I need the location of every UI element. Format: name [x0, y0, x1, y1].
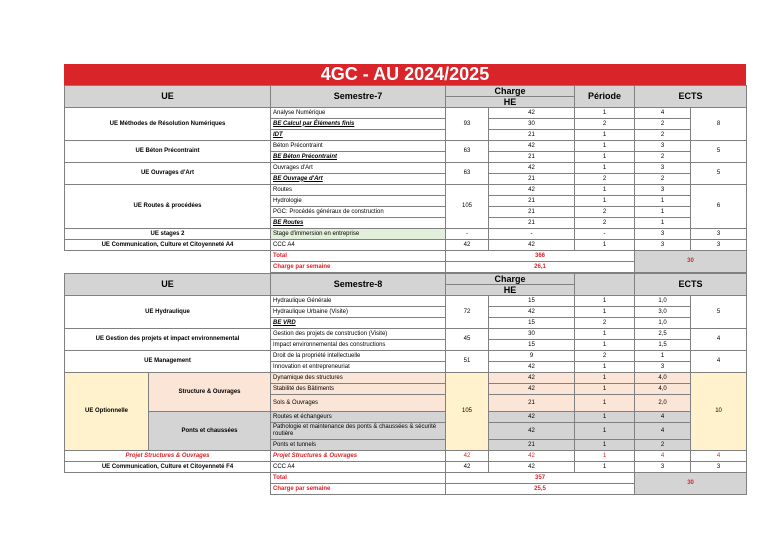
- module-name: Analyse Numérique: [271, 108, 446, 119]
- module-name: Impact environnemental des constructions: [271, 340, 446, 351]
- table-row: [65, 351, 747, 362]
- module-name: Droit de la propriété intellectuelle: [271, 351, 446, 362]
- module-ects: 3: [635, 185, 691, 196]
- module-hours: 21: [489, 196, 575, 207]
- module-name: Stabilité des Bâtiments: [271, 384, 446, 395]
- module-name: Sols & Ouvrages: [271, 395, 446, 412]
- s8-h-ue: UE: [65, 274, 271, 296]
- module-name: CCC A4: [271, 462, 446, 473]
- semester-7-table: [64, 85, 747, 273]
- module-name: Gestion des projets de construction (Visite): [271, 329, 446, 340]
- ects-total: 30: [635, 473, 747, 495]
- curriculum-sheet: [64, 64, 746, 495]
- module-period: 1: [575, 462, 635, 473]
- ue-total-hours: 63: [446, 163, 489, 185]
- module-name: Dynamique des structures: [271, 373, 446, 384]
- table-row: [65, 141, 747, 152]
- module-hours: 21: [489, 174, 575, 185]
- ue-ects: 8: [691, 108, 747, 141]
- module-period: 1: [575, 141, 635, 152]
- module-ects: 3: [635, 163, 691, 174]
- module-period: 1: [575, 451, 635, 462]
- module-period: 2: [575, 318, 635, 329]
- module-ects: 2: [635, 440, 691, 451]
- semester-8-table: [64, 273, 747, 495]
- total-value: 366: [446, 251, 635, 262]
- module-name: BE Béton Précontraint: [271, 152, 446, 163]
- module-ects: 2: [635, 130, 691, 141]
- module-name: Hydraulique Générale: [271, 296, 446, 307]
- module-period: -: [575, 229, 635, 240]
- module-name: Pathologie et maintenance des ponts & chaussées & sécurité routière: [271, 423, 446, 440]
- ue-label: UE Communication, Culture et Citoyenneté A4: [65, 240, 271, 251]
- module-period: 2: [575, 351, 635, 362]
- module-name: Hydraulique Urbaine (Visite): [271, 307, 446, 318]
- charge-label: Charge par semaine: [271, 484, 446, 495]
- ue-total-hours: 72: [446, 296, 489, 329]
- ue-total-hours: 42: [446, 462, 489, 473]
- module-hours: 21: [489, 152, 575, 163]
- s8-h-periode-empty: [575, 274, 635, 296]
- module-period: 2: [575, 119, 635, 130]
- module-period: 1: [575, 373, 635, 384]
- ue-ects: 3: [691, 229, 747, 240]
- ue-total-hours: 63: [446, 141, 489, 163]
- s7-h-periode: Période: [575, 86, 635, 108]
- module-hours: 42: [489, 451, 575, 462]
- module-period: 1: [575, 384, 635, 395]
- module-ects: 3: [635, 229, 691, 240]
- module-name: Ponts et tunnels: [271, 440, 446, 451]
- module-ects: 2: [635, 119, 691, 130]
- module-ects: 3: [635, 462, 691, 473]
- s8-header-row: [65, 274, 747, 285]
- module-hours: 15: [489, 318, 575, 329]
- ue-total-hours: 51: [446, 351, 489, 373]
- module-ects: 4: [635, 108, 691, 119]
- module-period: 1: [575, 307, 635, 318]
- ue-label: UE Communication, Culture et Citoyenneté F4: [65, 462, 271, 473]
- s7-h-he: HE: [446, 97, 575, 108]
- module-hours: 42: [489, 307, 575, 318]
- module-period: 2: [575, 174, 635, 185]
- s8-total-row: [65, 473, 747, 484]
- module-period: 1: [575, 196, 635, 207]
- s7-h-ects: ECTS: [635, 86, 747, 108]
- ue-label: UE Béton Précontraint: [65, 141, 271, 163]
- ue-ects: 10: [691, 373, 747, 451]
- module-hours: 21: [489, 207, 575, 218]
- module-period: 1: [575, 185, 635, 196]
- module-period: 1: [575, 340, 635, 351]
- module-name: Innovation et entrepreneuriat: [271, 362, 446, 373]
- ue-label: UE Méthodes de Résolution Numériques: [65, 108, 271, 141]
- module-period: 2: [575, 207, 635, 218]
- table-row: [65, 185, 747, 196]
- module-name: CCC A4: [271, 240, 446, 251]
- module-ects: 3: [635, 240, 691, 251]
- s8-h-he: HE: [446, 285, 575, 296]
- module-ects: 2,5: [635, 329, 691, 340]
- module-ects: 3: [635, 141, 691, 152]
- s7-h-semester: Semestre-7: [271, 86, 446, 108]
- module-ects: 1: [635, 196, 691, 207]
- module-hours: 42: [489, 412, 575, 423]
- ue-label: UE Ouvrages d'Art: [65, 163, 271, 185]
- module-name: BE Ouvrage d'Art: [271, 174, 446, 185]
- table-row: [65, 163, 747, 174]
- ue-total-hours: 93: [446, 108, 489, 141]
- module-hours: 42: [489, 141, 575, 152]
- module-ects: 4: [635, 423, 691, 440]
- ue-ects: 5: [691, 296, 747, 329]
- ue-ects: 5: [691, 141, 747, 163]
- ue-label: Projet Structures & Ouvrages: [65, 451, 271, 462]
- module-hours: 15: [489, 340, 575, 351]
- module-period: 1: [575, 130, 635, 141]
- table-row: [65, 412, 747, 423]
- charge-value: 25,5: [446, 484, 635, 495]
- ue-label: UE Routes & procédées: [65, 185, 271, 229]
- s7-total-row: [65, 251, 747, 262]
- module-period: 1: [575, 240, 635, 251]
- s8-h-semester: Semestre-8: [271, 274, 446, 296]
- module-ects: 2: [635, 152, 691, 163]
- charge-label: Charge par semaine: [271, 262, 446, 273]
- ue-total-hours: 45: [446, 329, 489, 351]
- ue-ects: 3: [691, 462, 747, 473]
- table-row: [65, 229, 747, 240]
- module-period: 1: [575, 163, 635, 174]
- module-name: Stage d'immersion en entreprise: [271, 229, 446, 240]
- module-name: Routes et échangeurs: [271, 412, 446, 423]
- module-name: Routes: [271, 185, 446, 196]
- ue-ects: 3: [691, 240, 747, 251]
- module-name: Ouvrages d'Art: [271, 163, 446, 174]
- ue-total-hours: 105: [446, 373, 489, 451]
- ue-ects: 4: [691, 351, 747, 373]
- module-ects: 2,0: [635, 395, 691, 412]
- module-period: 1: [575, 440, 635, 451]
- module-period: 1: [575, 423, 635, 440]
- module-period: 1: [575, 152, 635, 163]
- module-hours: 30: [489, 329, 575, 340]
- module-hours: 42: [489, 240, 575, 251]
- ects-total: 30: [635, 251, 747, 273]
- module-period: 1: [575, 362, 635, 373]
- ue-label: UE stages 2: [65, 229, 271, 240]
- module-ects: 4,0: [635, 384, 691, 395]
- s8-h-charge: Charge: [446, 274, 575, 285]
- module-ects: 4,0: [635, 373, 691, 384]
- optional-ue-label: UE Optionnelle: [65, 373, 149, 451]
- module-hours: 21: [489, 130, 575, 141]
- module-hours: 42: [489, 462, 575, 473]
- module-hours: 9: [489, 351, 575, 362]
- total-value: 357: [446, 473, 635, 484]
- ue-label: UE Hydraulique: [65, 296, 271, 329]
- module-hours: 42: [489, 362, 575, 373]
- module-name: BE Calcul par Éléments finis: [271, 119, 446, 130]
- module-period: 1: [575, 108, 635, 119]
- module-ects: 2: [635, 174, 691, 185]
- module-name: PGC: Procédés généraux de construction: [271, 207, 446, 218]
- module-ects: 3: [635, 362, 691, 373]
- module-hours: 30: [489, 119, 575, 130]
- module-period: 1: [575, 395, 635, 412]
- ue-total-hours: 105: [446, 185, 489, 229]
- module-hours: -: [489, 229, 575, 240]
- charge-value: 26,1: [446, 262, 635, 273]
- module-name: Hydrologie: [271, 196, 446, 207]
- total-label: Total: [271, 251, 446, 262]
- table-row: [65, 296, 747, 307]
- ue-ects: 4: [691, 329, 747, 351]
- module-hours: 21: [489, 440, 575, 451]
- module-period: 1: [575, 329, 635, 340]
- module-hours: 21: [489, 395, 575, 412]
- module-period: 1: [575, 412, 635, 423]
- module-period: 1: [575, 296, 635, 307]
- module-ects: 1: [635, 218, 691, 229]
- module-ects: 4: [635, 451, 691, 462]
- module-name: IDT: [271, 130, 446, 141]
- module-ects: 1: [635, 351, 691, 362]
- option-label: Structure & Ouvrages: [149, 373, 271, 412]
- s7-h-ue: UE: [65, 86, 271, 108]
- table-row: [65, 108, 747, 119]
- ue-label: UE Management: [65, 351, 271, 373]
- module-period: 2: [575, 218, 635, 229]
- table-row: [65, 462, 747, 473]
- table-row: [65, 451, 747, 462]
- module-ects: 4: [635, 412, 691, 423]
- ue-total-hours: 42: [446, 451, 489, 462]
- module-ects: 1: [635, 207, 691, 218]
- module-name: BE Routes: [271, 218, 446, 229]
- module-hours: 42: [489, 163, 575, 174]
- ue-ects: 5: [691, 163, 747, 185]
- module-hours: 42: [489, 185, 575, 196]
- ue-total-hours: -: [446, 229, 489, 240]
- option-label: Ponts et chaussées: [149, 412, 271, 451]
- s7-header-row: [65, 86, 747, 97]
- module-hours: 42: [489, 373, 575, 384]
- table-row: [65, 240, 747, 251]
- ue-label: UE Gestion des projets et impact environnemental: [65, 329, 271, 351]
- ue-ects: 6: [691, 185, 747, 229]
- table-row: [65, 329, 747, 340]
- module-ects: 1,5: [635, 340, 691, 351]
- ue-ects: 4: [691, 451, 747, 462]
- ue-total-hours: 42: [446, 240, 489, 251]
- module-hours: 15: [489, 296, 575, 307]
- sheet-title: 4GC - AU 2024/2025: [64, 64, 746, 85]
- total-label: Total: [271, 473, 446, 484]
- table-row: [65, 373, 747, 384]
- s8-h-ects: ECTS: [635, 274, 747, 296]
- module-ects: 1,0: [635, 296, 691, 307]
- module-name: BE VRD: [271, 318, 446, 329]
- module-name: Projet Structures & Ouvrages: [271, 451, 446, 462]
- module-hours: 42: [489, 108, 575, 119]
- module-hours: 21: [489, 218, 575, 229]
- module-name: Béton Précontraint: [271, 141, 446, 152]
- s7-h-charge: Charge: [446, 86, 575, 97]
- module-ects: 3,0: [635, 307, 691, 318]
- module-hours: 42: [489, 423, 575, 440]
- module-hours: 42: [489, 384, 575, 395]
- module-ects: 1,0: [635, 318, 691, 329]
